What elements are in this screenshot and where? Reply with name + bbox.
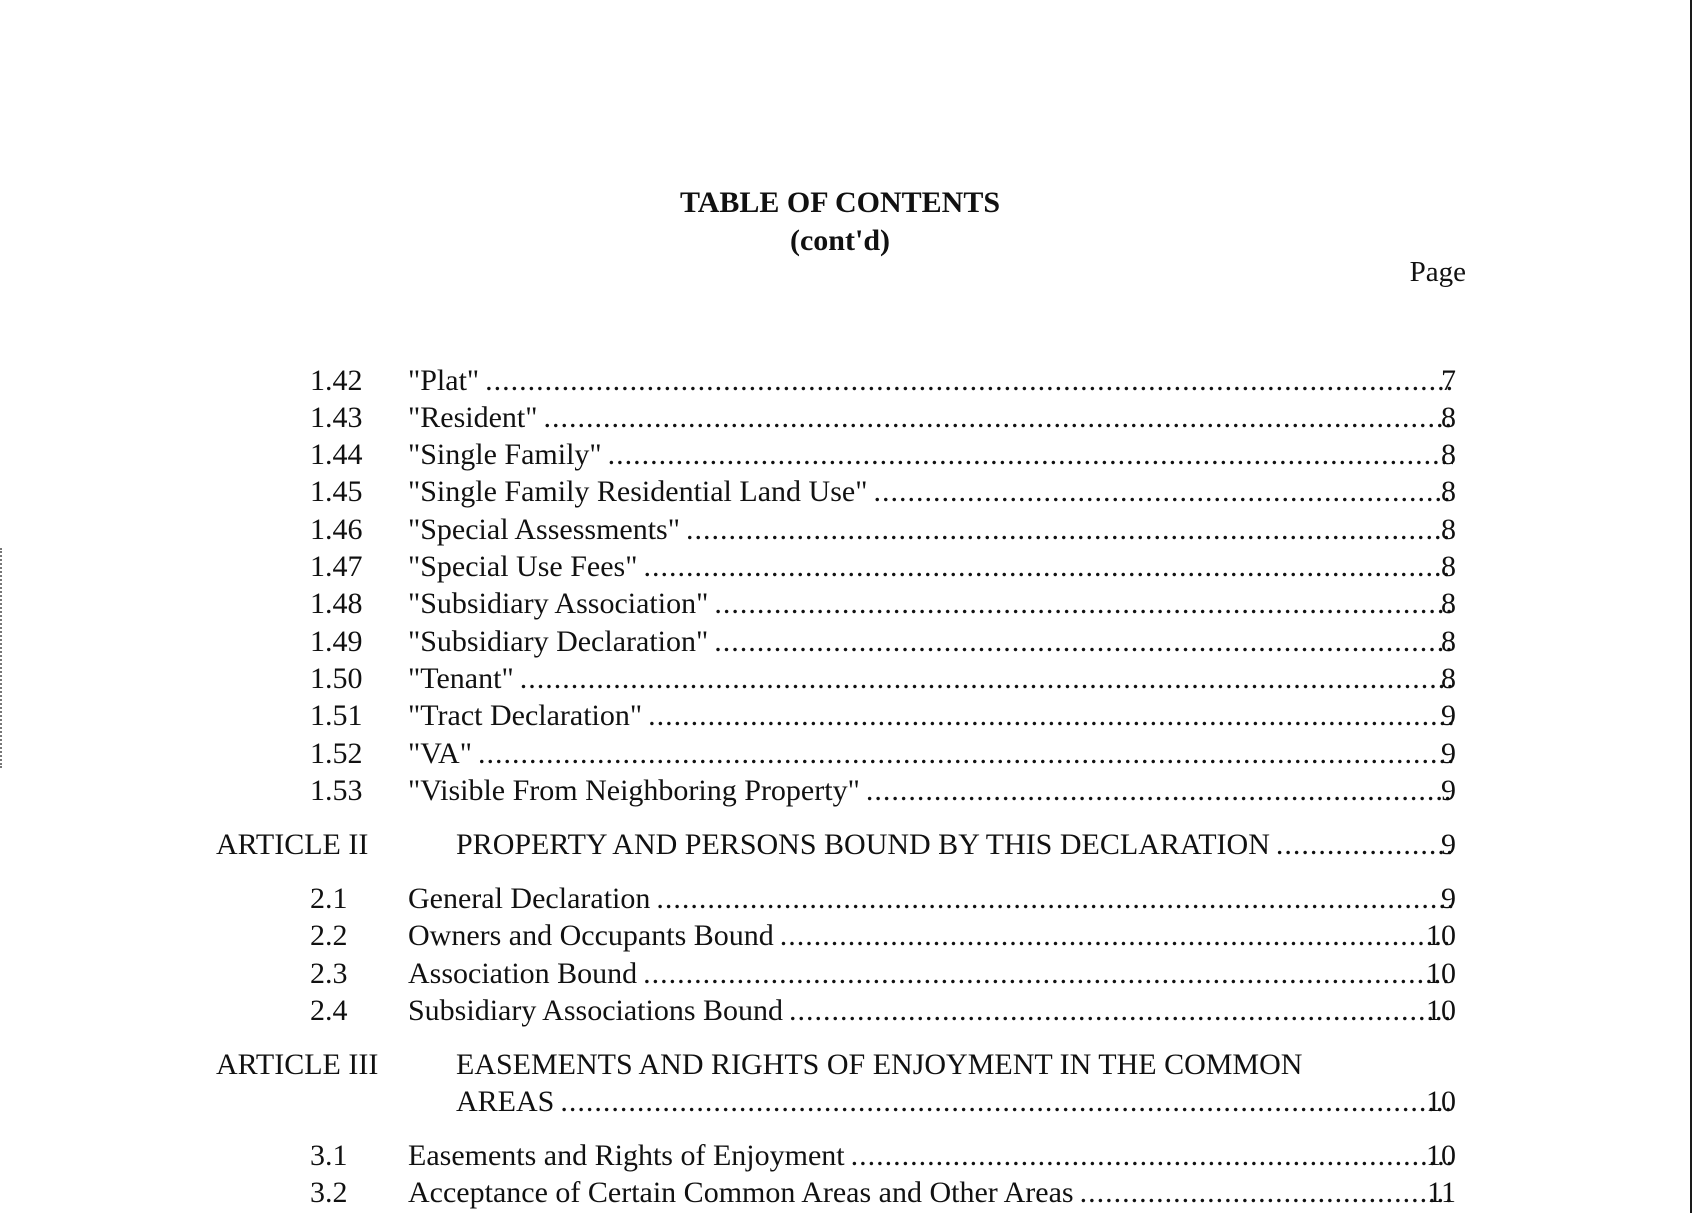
entry-label: "Special Assessments": [408, 513, 680, 546]
entry-page: 8: [1441, 662, 1456, 695]
toc-entry[interactable]: [0, 399, 1705, 436]
entry-page: 8: [1441, 475, 1456, 508]
entry-page: 9: [1441, 699, 1456, 732]
toc-title: TABLE OF CONTENTS: [679, 186, 1001, 219]
entry-number: 1.51: [310, 699, 363, 732]
entry-page: 8: [1441, 513, 1456, 546]
toc-entry[interactable]: [0, 362, 1705, 399]
entry-page: 10: [1426, 1139, 1456, 1172]
toc-entry[interactable]: [0, 697, 1705, 734]
dot-leader: [845, 1137, 1453, 1174]
dot-leader: [637, 548, 1453, 585]
dot-leader: [642, 697, 1453, 734]
dot-leader: [867, 473, 1453, 510]
entry-label: "Subsidiary Association": [408, 587, 709, 620]
toc-entry[interactable]: [0, 660, 1705, 697]
article-number: ARTICLE III: [216, 1048, 379, 1081]
dot-leader: [708, 623, 1453, 660]
dot-leader: [554, 1083, 1453, 1120]
dot-leader: [774, 917, 1453, 954]
toc-entry[interactable]: [0, 623, 1705, 660]
toc-entry[interactable]: [0, 992, 1705, 1029]
entry-label: "Single Family": [408, 438, 602, 471]
entry-number: 2.4: [310, 994, 348, 1027]
toc-entry[interactable]: [0, 511, 1705, 548]
entry-label: Acceptance of Certain Common Areas and Other Areas: [408, 1176, 1074, 1209]
toc-entry[interactable]: [0, 735, 1705, 772]
entry-page: 7: [1441, 364, 1456, 397]
toc-entry[interactable]: [0, 917, 1705, 954]
toc-entry[interactable]: [0, 473, 1705, 510]
entry-label: General Declaration: [408, 882, 651, 915]
entry-number: 3.1: [310, 1139, 348, 1172]
dot-leader: [602, 436, 1453, 473]
toc-entry[interactable]: [0, 772, 1705, 809]
toc-entry[interactable]: [0, 548, 1705, 585]
entry-page: 10: [1426, 919, 1456, 952]
entry-page: 10: [1426, 957, 1456, 990]
toc-entry[interactable]: [0, 1174, 1705, 1211]
toc-entry[interactable]: [0, 1137, 1705, 1174]
entry-number: 2.3: [310, 957, 348, 990]
toc-entry[interactable]: [0, 955, 1705, 992]
entry-label: "VA": [408, 737, 472, 770]
entry-page: 8: [1441, 401, 1456, 434]
dot-leader: [514, 660, 1453, 697]
page-column-label: Page: [1409, 256, 1466, 288]
entry-number: 1.44: [310, 438, 363, 471]
entry-number: 1.45: [310, 475, 363, 508]
article-title-continued: AREAS: [456, 1085, 555, 1118]
toc-article[interactable]: [0, 826, 1705, 863]
article-title: EASEMENTS AND RIGHTS OF ENJOYMENT IN THE COMMON: [456, 1048, 1303, 1081]
entry-number: 1.52: [310, 737, 363, 770]
entry-page: 8: [1441, 550, 1456, 583]
dot-leader: [537, 399, 1453, 436]
entry-label: "Tract Declaration": [408, 699, 643, 732]
entry-number: 2.1: [310, 882, 348, 915]
entry-page: 9: [1441, 774, 1456, 807]
toc-article[interactable]: [0, 1046, 1705, 1083]
entry-label: Association Bound: [408, 957, 638, 990]
entry-number: 1.50: [310, 662, 363, 695]
entry-page: 11: [1427, 1176, 1456, 1209]
entry-number: 1.48: [310, 587, 363, 620]
dot-leader: [860, 772, 1453, 809]
entry-label: "Special Use Fees": [408, 550, 638, 583]
entry-page: 9: [1441, 828, 1456, 861]
entry-label: "Plat": [408, 364, 480, 397]
article-title: PROPERTY AND PERSONS BOUND BY THIS DECLARATION: [456, 828, 1270, 861]
entry-number: 1.49: [310, 625, 363, 658]
dot-leader: [680, 511, 1453, 548]
dot-leader: [1074, 1174, 1453, 1211]
entry-label: Subsidiary Associations Bound: [408, 994, 784, 1027]
toc-entry[interactable]: [0, 880, 1705, 917]
entry-label: "Tenant": [408, 662, 514, 695]
entry-number: 3.2: [310, 1176, 348, 1209]
entry-page: 10: [1426, 994, 1456, 1027]
entry-label: "Single Family Residential Land Use": [408, 475, 868, 508]
entry-number: 1.47: [310, 550, 363, 583]
entry-label: Owners and Occupants Bound: [408, 919, 774, 952]
dot-leader: [472, 735, 1453, 772]
toc-entry[interactable]: [0, 436, 1705, 473]
entry-page: 9: [1441, 737, 1456, 770]
toc-article-continuation[interactable]: [0, 1083, 1705, 1120]
entry-label: "Subsidiary Declaration": [408, 625, 709, 658]
entry-page: 10: [1426, 1085, 1456, 1118]
entry-number: 1.42: [310, 364, 363, 397]
dot-leader: [783, 992, 1453, 1029]
entry-page: 9: [1441, 882, 1456, 915]
entry-label: Easements and Rights of Enjoyment: [408, 1139, 845, 1172]
entry-label: "Resident": [408, 401, 538, 434]
entry-number: 1.43: [310, 401, 363, 434]
entry-page: 8: [1441, 587, 1456, 620]
dot-leader: [637, 955, 1453, 992]
dot-leader: [708, 585, 1453, 622]
dot-leader: [479, 362, 1453, 399]
toc-entry[interactable]: [0, 585, 1705, 622]
entry-page: 8: [1441, 625, 1456, 658]
entry-number: 2.2: [310, 919, 348, 952]
entry-number: 1.53: [310, 774, 363, 807]
entry-label: "Visible From Neighboring Property": [408, 774, 860, 807]
article-number: ARTICLE II: [216, 828, 369, 861]
dot-leader: [650, 880, 1453, 917]
toc-subtitle: (cont'd): [790, 224, 890, 257]
entry-number: 1.46: [310, 513, 363, 546]
toc-title-block: [0, 184, 1680, 260]
entry-page: 8: [1441, 438, 1456, 471]
